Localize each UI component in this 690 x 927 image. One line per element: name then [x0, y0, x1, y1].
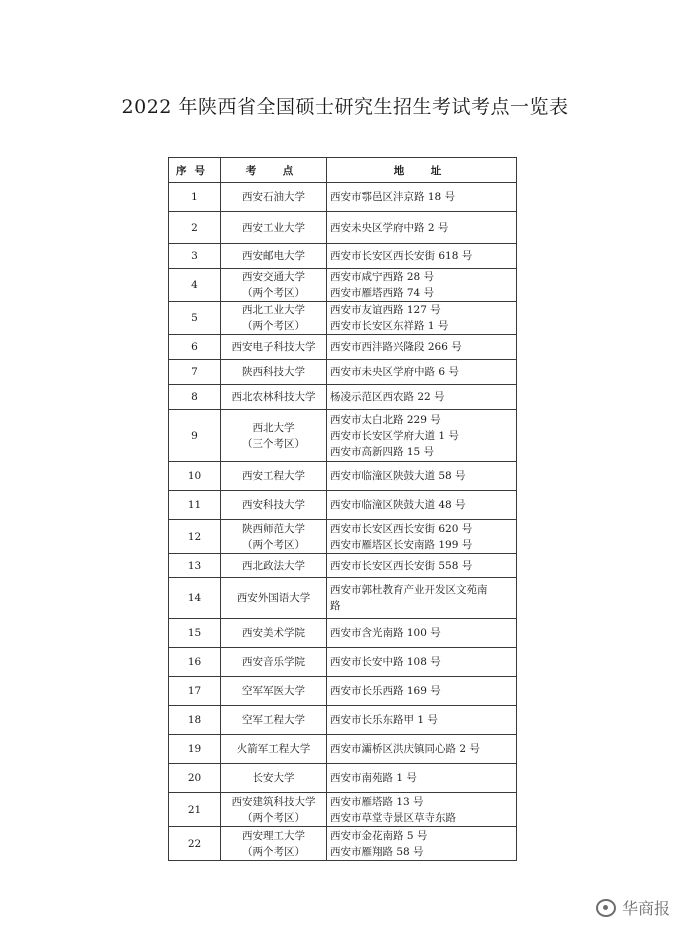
site-name-line: 西安建筑科技大学 [231, 795, 316, 808]
site-name-line: 空军军医大学 [242, 685, 305, 697]
site-name [221, 385, 327, 410]
row-number: 21 [169, 793, 221, 827]
address-line: 西安市太白北路 229 号 [330, 413, 441, 426]
site-address [327, 793, 517, 827]
row-number: 12 [169, 520, 221, 554]
row-number: 8 [169, 385, 221, 410]
address-line: 西安市金花南路 5 号 [330, 829, 428, 842]
address-line: 西安市长安中路 108 号 [330, 656, 441, 668]
row-number: 4 [169, 269, 221, 302]
table-row [169, 706, 517, 735]
site-name [221, 302, 327, 335]
site-name [221, 793, 327, 827]
address-line: 西安市长安区西长安街 558 号 [330, 559, 473, 572]
site-name [221, 269, 327, 302]
site-name [221, 764, 327, 793]
site-address [327, 212, 517, 244]
site-address [327, 827, 517, 861]
site-name [221, 410, 327, 462]
table-row [169, 385, 517, 410]
table-row [169, 491, 517, 520]
table-row [169, 302, 517, 335]
site-name-line: （两个考区） [242, 287, 305, 299]
site-name-line: 空军工程大学 [242, 714, 305, 726]
address-line: 西安市南苑路 1 号 [330, 772, 417, 784]
site-name [221, 335, 327, 360]
address-line: 西安市雁塔区长安南路 199 号 [330, 538, 473, 551]
address-line: 西安市长安区东祥路 1 号 [330, 320, 449, 332]
table-row [169, 462, 517, 491]
site-name [221, 212, 327, 244]
table-row [169, 410, 517, 462]
table-row [169, 183, 517, 212]
row-number: 14 [169, 578, 221, 619]
row-number: 3 [169, 244, 221, 269]
address-line: 杨凌示范区西农路 22 号 [330, 391, 445, 403]
site-address [327, 183, 517, 212]
address-line: 西安市雁塔路 13 号 [330, 795, 424, 808]
header-no: 序号 [169, 158, 221, 183]
site-name [221, 462, 327, 491]
watermark-text: 华商报 [621, 899, 670, 918]
address-line: 西安市长乐西路 169 号 [330, 685, 441, 697]
site-address [327, 385, 517, 410]
site-name [221, 735, 327, 764]
table-row [169, 244, 517, 269]
site-address [327, 491, 517, 520]
address-line: 西安市高新四路 15 号 [330, 445, 435, 458]
site-address [327, 648, 517, 677]
table-row [169, 827, 517, 861]
address-line: 西安市含光南路 100 号 [330, 627, 441, 639]
address-line: 西安市长乐东路甲 1 号 [330, 714, 438, 726]
table-row [169, 648, 517, 677]
site-name-line: 西安理工大学 [242, 829, 305, 842]
site-name-line: （两个考区） [242, 320, 305, 332]
table-row [169, 360, 517, 385]
address-line: 西安市友谊西路 127 号 [330, 304, 441, 316]
row-number: 18 [169, 706, 221, 735]
address-line: 西安市临潼区陕鼓大道 58 号 [330, 470, 466, 482]
row-number: 13 [169, 554, 221, 578]
site-address [327, 335, 517, 360]
row-number: 16 [169, 648, 221, 677]
site-name [221, 360, 327, 385]
site-name-line: 西安外国语大学 [236, 592, 311, 604]
site-name-line: 西北农林科技大学 [231, 391, 316, 403]
address-line: 西安市临潼区陕鼓大道 48 号 [330, 499, 466, 511]
site-name-line: 西北政法大学 [242, 559, 305, 572]
row-number: 15 [169, 619, 221, 648]
address-line: 西安市灞桥区洪庆镇同心路 2 号 [330, 743, 480, 755]
row-number: 11 [169, 491, 221, 520]
site-name [221, 183, 327, 212]
table-row [169, 520, 517, 554]
site-address [327, 677, 517, 706]
row-number: 10 [169, 462, 221, 491]
site-address [327, 764, 517, 793]
row-number: 20 [169, 764, 221, 793]
site-name-line: 西安美术学院 [242, 627, 305, 639]
site-name-line: 西北工业大学 [242, 304, 305, 316]
site-name [221, 706, 327, 735]
site-name [221, 677, 327, 706]
address-line: 西安未央区学府中路 2 号 [330, 221, 449, 234]
row-number: 17 [169, 677, 221, 706]
address-line: 西安市雁翔路 58 号 [330, 845, 424, 858]
site-address [327, 244, 517, 269]
row-number: 7 [169, 360, 221, 385]
table-row [169, 578, 517, 619]
site-address [327, 462, 517, 491]
site-address [327, 520, 517, 554]
site-name [221, 491, 327, 520]
site-address [327, 619, 517, 648]
address-line: 西安市鄠邑区沣京路 18 号 [330, 191, 456, 203]
address-line: 路 [330, 600, 341, 612]
site-name-line: 西安音乐学院 [242, 656, 305, 668]
table-row [169, 212, 517, 244]
header-site: 考 点 [221, 158, 327, 183]
row-number: 9 [169, 410, 221, 462]
weibo-icon [596, 899, 616, 917]
table-row [169, 335, 517, 360]
site-name-line: 陕西科技大学 [242, 366, 305, 378]
address-line: 西安市长安区西长安街 620 号 [330, 522, 473, 535]
address-line: 西安市郭杜教育产业开发区文苑南 [330, 584, 488, 596]
table-row [169, 269, 517, 302]
site-name-line: 火箭军工程大学 [236, 743, 311, 755]
row-number: 19 [169, 735, 221, 764]
site-name-line: （两个考区） [242, 811, 305, 824]
site-name [221, 648, 327, 677]
table-row [169, 764, 517, 793]
site-name [221, 619, 327, 648]
address-line: 西安市草堂寺景区草寺东路 [330, 811, 456, 824]
site-address [327, 735, 517, 764]
site-name [221, 520, 327, 554]
table-row [169, 793, 517, 827]
row-number: 5 [169, 302, 221, 335]
table-row [169, 735, 517, 764]
site-name-line: 长安大学 [252, 772, 295, 784]
site-name-line: （三个考区） [242, 437, 305, 450]
table-header-row [169, 158, 517, 183]
header-address: 地 址 [327, 158, 517, 183]
address-line: 西安市长安区学府大道 1 号 [330, 429, 459, 442]
site-address [327, 410, 517, 462]
page-title: 2022 年陕西省全国硕士研究生招生考试考点一览表 [121, 96, 569, 118]
site-address [327, 706, 517, 735]
site-name-line: 西安工程大学 [242, 470, 305, 482]
exam-site-table [168, 157, 517, 861]
address-line: 西安市未央区学府中路 6 号 [330, 366, 459, 378]
site-name [221, 244, 327, 269]
table-row [169, 677, 517, 706]
address-line: 西安市长安区西长安街 618 号 [330, 250, 473, 262]
table-row [169, 554, 517, 578]
site-name-line: 陕西师范大学 [242, 522, 305, 535]
table-row [169, 619, 517, 648]
site-name [221, 827, 327, 861]
site-address [327, 554, 517, 578]
site-name-line: 西安交通大学 [242, 271, 305, 283]
row-number: 1 [169, 183, 221, 212]
row-number: 22 [169, 827, 221, 861]
site-address [327, 302, 517, 335]
address-line: 西安市咸宁西路 28 号 [330, 271, 435, 283]
site-address [327, 578, 517, 619]
watermark [596, 896, 670, 919]
site-name-line: （两个考区） [242, 845, 305, 858]
site-name-line: 西安科技大学 [242, 499, 305, 511]
site-name-line: 西北大学 [252, 421, 295, 434]
site-name-line: 西安邮电大学 [242, 250, 305, 262]
site-name-line: （两个考区） [242, 538, 305, 551]
site-name-line: 西安工业大学 [242, 221, 305, 234]
site-address [327, 269, 517, 302]
address-line: 西安市雁塔西路 74 号 [330, 287, 435, 299]
site-address [327, 360, 517, 385]
site-name-line: 西安电子科技大学 [231, 341, 316, 353]
site-name [221, 554, 327, 578]
row-number: 2 [169, 212, 221, 244]
site-name-line: 西安石油大学 [242, 191, 305, 203]
row-number: 6 [169, 335, 221, 360]
address-line: 西安市西沣路兴隆段 266 号 [330, 341, 462, 353]
site-name [221, 578, 327, 619]
